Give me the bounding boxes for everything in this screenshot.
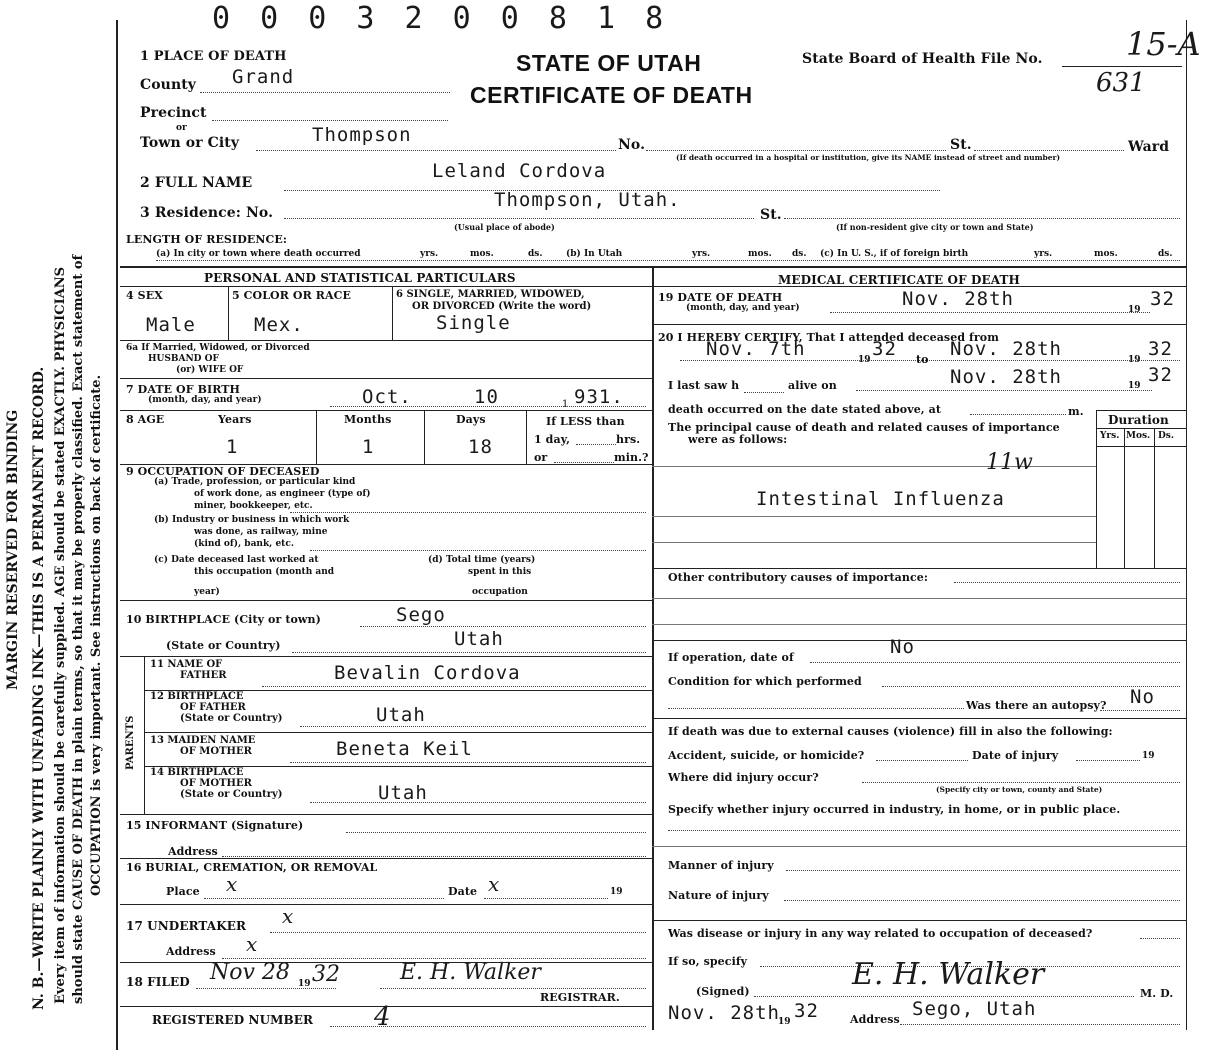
to-label: to xyxy=(916,353,929,366)
certificate-title: CERTIFICATE OF DEATH xyxy=(470,82,753,108)
hrs-label: hrs. xyxy=(616,433,641,446)
physician-signature: E. H. Walker xyxy=(852,957,1045,992)
physician-address-label: Address xyxy=(850,1013,900,1026)
occ-a-3: miner, bookkeeper, etc. xyxy=(194,501,313,511)
attended-from-year: 32 xyxy=(872,338,897,360)
place-of-death-heading: 1 PLACE OF DEATH xyxy=(140,49,287,64)
county-label: County xyxy=(140,77,197,93)
file-number-1: 15-A xyxy=(1126,25,1201,63)
abode-note: (Usual place of abode) xyxy=(454,222,555,232)
signed-label: (Signed) xyxy=(696,985,750,998)
age-months: 1 xyxy=(362,436,375,458)
married-label-2: HUSBAND OF xyxy=(148,354,219,364)
alive-on-label: alive on xyxy=(788,379,837,392)
birthplace-label: 10 BIRTHPLACE (City or town) xyxy=(126,613,321,626)
margin-instructions-2: should state CAUSE OF DEATH in plain terms, so that it may be properly classified. Exact statement of xyxy=(71,254,86,1004)
where-note: (Specify city or town, county and State) xyxy=(936,785,1103,794)
mother-label-1: 13 MAIDEN NAME xyxy=(150,735,256,746)
age-years: 1 xyxy=(226,436,239,458)
attended-from: Nov. 7th xyxy=(706,338,806,360)
registrar-signature: E. H. Walker xyxy=(400,960,541,985)
occ-b-1: (b) Industry or business in which work xyxy=(154,515,350,525)
operation-value: No xyxy=(890,636,915,658)
yrs-label: yrs. xyxy=(420,249,439,259)
burial-label: 16 BURIAL, CREMATION, OR REMOVAL xyxy=(126,861,378,874)
condition-label: Condition for which performed xyxy=(668,675,862,688)
age-months-label: Months xyxy=(344,413,392,426)
operation-label: If operation, date of xyxy=(668,651,794,664)
dob-year-prefix: 1 xyxy=(562,399,569,410)
father-birthplace: Utah xyxy=(376,704,426,726)
marital-label-1: 6 SINGLE, MARRIED, WIDOWED, xyxy=(396,289,585,300)
married-label-1: 6a If Married, Widowed, or Divorced xyxy=(126,343,310,353)
injury-date-label: Date of injury xyxy=(972,749,1059,762)
margin-instructions-3: OCCUPATION is very important. See instructions on back of certificate. xyxy=(89,374,104,896)
registered-number-label: REGISTERED NUMBER xyxy=(152,1013,314,1027)
birthplace-state-label: (State or Country) xyxy=(166,639,281,652)
occ-d-1: (d) Total time (years) xyxy=(428,555,536,565)
occ-c-3: year) xyxy=(194,587,220,597)
length-city-label: (a) In city or town where death occurred xyxy=(156,249,361,259)
yrs-label: yrs. xyxy=(1034,249,1053,259)
file-number-2: 631 xyxy=(1096,68,1146,98)
physician-address: Sego, Utah xyxy=(912,998,1037,1020)
occ-d-3: occupation xyxy=(472,587,528,597)
margin-ink-note: N. B.—WRITE PLAINLY WITH UNFADING INK—THIS IS A PERMANENT RECORD. xyxy=(31,366,47,1010)
occ-b-2: was done, as railway, mine xyxy=(194,527,328,537)
father-label-1: 11 NAME OF xyxy=(150,659,223,670)
length-utah-label: (b) In Utah xyxy=(566,249,623,259)
dob-label: 7 DATE OF BIRTH xyxy=(126,383,241,396)
signature-date: Nov. 28th xyxy=(668,1002,780,1024)
cause-of-death: Intestinal Influenza xyxy=(756,488,1005,510)
registrar-label: REGISTRAR. xyxy=(540,991,620,1004)
undertaker-label: 17 UNDERTAKER xyxy=(126,919,247,933)
attended-to-19: 19 xyxy=(1128,355,1141,365)
burial-date: x xyxy=(488,872,500,896)
age-days-label: Days xyxy=(456,413,486,426)
dob-year: 931. xyxy=(574,386,624,408)
form-left-border xyxy=(116,20,118,1050)
color-value: Mex. xyxy=(254,314,304,336)
signature-year: 32 xyxy=(794,1000,819,1022)
attended-from-19: 19 xyxy=(858,355,871,365)
residence-st-label: St. xyxy=(760,207,782,223)
filed-year: 32 xyxy=(312,962,340,987)
form-right-border xyxy=(1186,20,1187,1030)
burial-place: x xyxy=(226,872,238,896)
residence-value: Thompson, Utah. xyxy=(494,189,681,211)
burial-year-label: 19 xyxy=(610,887,623,897)
filed-date: Nov 28 xyxy=(210,960,290,985)
margin-binding-note: MARGIN RESERVED FOR BINDING xyxy=(5,409,21,690)
filed-label: 18 FILED xyxy=(126,975,190,989)
dob-day: 10 xyxy=(474,386,499,408)
filed-19-label: 19 xyxy=(298,979,311,989)
min-label: min.? xyxy=(614,451,649,464)
mother-birthplace-label-2: OF MOTHER xyxy=(180,778,252,789)
last-saw-label: I last saw h xyxy=(668,379,740,392)
duration-days: Ds. xyxy=(1158,431,1175,441)
occ-c-2: this occupation (month and xyxy=(194,567,335,577)
occupation-label: 9 OCCUPATION OF DECEASED xyxy=(126,465,320,478)
ward-label: Ward xyxy=(1128,139,1170,155)
m-label: m. xyxy=(1068,405,1084,418)
undertaker-address: x xyxy=(246,932,258,956)
father-label-2: FATHER xyxy=(180,670,227,681)
town-label: Town or City xyxy=(140,135,240,151)
nonresident-note: (If non-resident give city or town and State) xyxy=(836,222,1034,232)
length-us-label: (c) In U. S., if of foreign birth xyxy=(820,249,969,259)
mother-birthplace: Utah xyxy=(378,782,428,804)
color-label: 5 COLOR OR RACE xyxy=(232,289,351,302)
column-divider xyxy=(652,268,654,1030)
occ-d-2: spent in this xyxy=(468,567,532,577)
mos-label: mos. xyxy=(1094,249,1118,259)
personal-heading: PERSONAL AND STATISTICAL PARTICULARS xyxy=(204,271,516,285)
ds-label: ds. xyxy=(528,249,543,259)
burial-date-label: Date xyxy=(448,885,478,898)
occ-c-1: (c) Date deceased last worked at xyxy=(154,555,319,565)
age-label: 8 AGE xyxy=(126,413,165,426)
mos-label: mos. xyxy=(748,249,772,259)
hospital-note: (If death occurred in a hospital or institution, give its NAME instead of street and number) xyxy=(676,153,1061,162)
margin-instructions-1: Every item of information should be carefully supplied. AGE should be stated EXACTLY. PHYSICIANS xyxy=(53,266,68,1004)
occ-a-2: of work done, as engineer (type of) xyxy=(194,489,371,499)
accident-label: Accident, suicide, or homicide? xyxy=(668,749,865,762)
residence-label: 3 Residence: No. xyxy=(140,205,274,221)
state-title: STATE OF UTAH xyxy=(516,50,702,76)
duration-months: Mos. xyxy=(1126,431,1151,441)
injury-19-label: 19 xyxy=(1142,751,1155,761)
parents-label: PARENTS xyxy=(125,715,136,770)
attended-to: Nov. 28th xyxy=(950,338,1062,360)
cause-annotation-mark: 11w xyxy=(986,450,1033,475)
ds-label: ds. xyxy=(1158,249,1173,259)
occ-a-1: (a) Trade, profession, or particular kind xyxy=(154,477,356,487)
duration-label: Duration xyxy=(1108,413,1169,427)
file-number-label: State Board of Health File No. xyxy=(802,51,1043,67)
certify-text: 20 I HEREBY CERTIFY, That I attended deceased from xyxy=(658,331,999,344)
married-label-3: (or) WIFE OF xyxy=(176,365,244,375)
county-value: Grand xyxy=(232,66,295,88)
mos-label: mos. xyxy=(470,249,494,259)
birthplace-state: Utah xyxy=(454,628,504,650)
dod-year: 32 xyxy=(1150,288,1175,310)
mother-label-2: OF MOTHER xyxy=(180,746,252,757)
informant-address-label: Address xyxy=(168,845,218,858)
serial-number: 0 0 0 3 2 0 0 8 1 8 xyxy=(212,1,670,36)
full-name-value: Leland Cordova xyxy=(432,160,607,182)
dod-19-label: 19 xyxy=(1128,305,1141,315)
birthplace-city: Sego xyxy=(396,604,446,626)
specify-injury-label: Specify whether injury occurred in industry, in home, or in public place. xyxy=(668,803,1121,816)
sex-value: Male xyxy=(146,314,196,336)
occurred-label: death occurred on the date stated above, at xyxy=(668,403,942,416)
st-label: St. xyxy=(950,137,972,153)
registered-number: 4 xyxy=(374,1002,391,1032)
dod-sublabel: (month, day, and year) xyxy=(686,303,800,313)
undertaker-value: x xyxy=(282,904,294,928)
ds-label: ds. xyxy=(792,249,807,259)
signature-19-label: 19 xyxy=(778,1017,791,1027)
autopsy-value: No xyxy=(1130,686,1155,708)
father-birthplace-label-2: OF FATHER xyxy=(180,702,246,713)
dod-label: 19 DATE OF DEATH xyxy=(658,291,783,304)
mother-birthplace-label-3: (State or Country) xyxy=(180,789,283,800)
duration-years: Yrs. xyxy=(1100,431,1120,441)
burial-place-label: Place xyxy=(166,885,200,898)
md-label: M. D. xyxy=(1140,987,1174,1000)
no-label: No. xyxy=(618,137,646,153)
father-birthplace-label-3: (State or Country) xyxy=(180,713,283,724)
related-occupation-label: Was disease or injury in any way related to occupation of deceased? xyxy=(668,927,1093,940)
dob-sublabel: (month, day, and year) xyxy=(148,395,262,405)
marital-label-2: OR DIVORCED (Write the word) xyxy=(412,301,592,312)
age-days: 18 xyxy=(468,436,493,458)
lessthan-label: If LESS than xyxy=(546,415,625,428)
sex-label: 4 SEX xyxy=(126,289,163,302)
mother-name: Beneta Keil xyxy=(336,738,473,760)
or-min-label: or xyxy=(534,451,548,464)
father-name: Bevalin Cordova xyxy=(334,662,521,684)
manner-label: Manner of injury xyxy=(668,859,774,872)
occ-b-3: (kind of), bank, etc. xyxy=(194,539,294,549)
medical-heading: MEDICAL CERTIFICATE OF DEATH xyxy=(778,273,1020,287)
undertaker-address-label: Address xyxy=(166,945,216,958)
cause-label-2: were as follows: xyxy=(688,433,788,446)
autopsy-label: Was there an autopsy? xyxy=(966,699,1107,712)
age-years-label: Years xyxy=(218,413,252,426)
other-causes-label: Other contributory causes of importance: xyxy=(668,571,929,584)
or-label: or xyxy=(176,123,187,133)
length-residence-label: LENGTH OF RESIDENCE: xyxy=(126,233,287,246)
last-saw-19: 19 xyxy=(1128,381,1141,391)
attended-to-year: 32 xyxy=(1148,338,1173,360)
full-name-label: 2 FULL NAME xyxy=(140,175,253,191)
precinct-label: Precinct xyxy=(140,105,207,121)
marital-value: Single xyxy=(436,312,511,334)
yrs-label: yrs. xyxy=(692,249,711,259)
town-value: Thompson xyxy=(312,124,412,146)
father-birthplace-label-1: 12 BIRTHPLACE xyxy=(150,691,244,702)
cause-label-1: The principal cause of death and related causes of importance xyxy=(668,421,1060,434)
informant-label: 15 INFORMANT (Signature) xyxy=(126,819,304,832)
where-injury-label: Where did injury occur? xyxy=(668,771,819,784)
lessthan-day-label: 1 day, xyxy=(534,433,571,446)
external-causes-label: If death was due to external causes (violence) fill in also the following: xyxy=(668,725,1113,738)
mother-birthplace-label-1: 14 BIRTHPLACE xyxy=(150,767,244,778)
last-saw-date: Nov. 28th xyxy=(950,366,1062,388)
nature-label: Nature of injury xyxy=(668,889,769,902)
dod-value: Nov. 28th xyxy=(902,288,1014,310)
dob-month: Oct. xyxy=(362,386,412,408)
last-saw-year: 32 xyxy=(1148,364,1173,386)
if-so-label: If so, specify xyxy=(668,955,748,968)
